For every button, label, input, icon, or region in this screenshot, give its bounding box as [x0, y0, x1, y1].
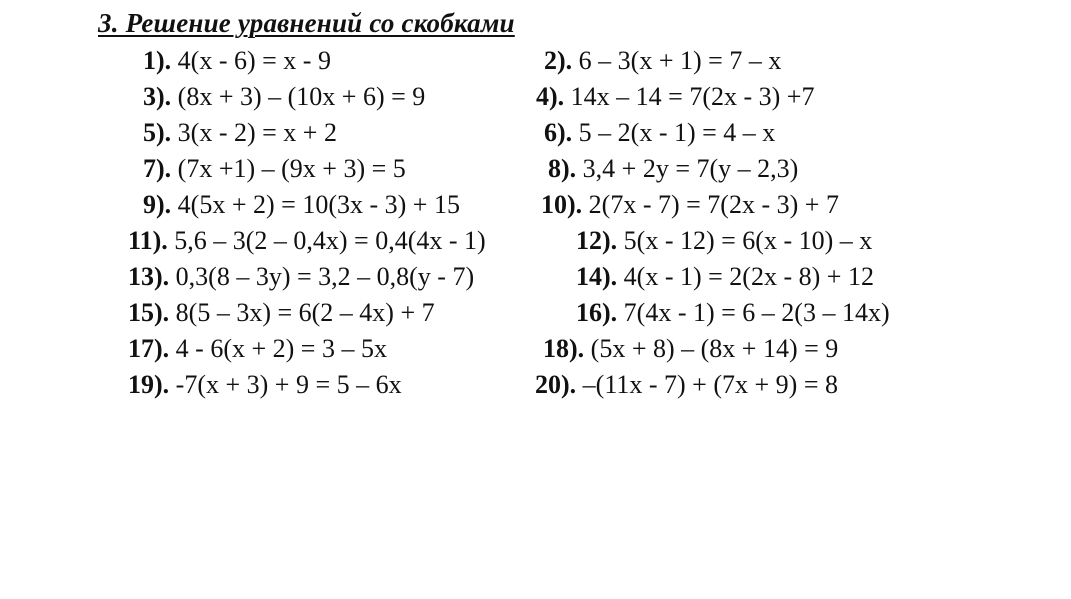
- equation-2: [544, 46, 781, 76]
- equation-number: 4).: [536, 82, 565, 111]
- equation-expression: 0,3(8 – 3y) = 3,2 – 0,8(y - 7): [169, 262, 475, 291]
- equation-expression: (5x + 8) – (8x + 14) = 9: [584, 334, 839, 363]
- equation-number: 18).: [543, 334, 585, 363]
- equation-number: 19).: [128, 370, 170, 399]
- equation-13: [128, 262, 474, 292]
- equation-number: 11).: [128, 226, 168, 255]
- page-title: 3. Решение уравнений со скобками: [98, 8, 515, 38]
- equation-number: 3).: [143, 82, 172, 111]
- equation-number: 14).: [576, 262, 618, 291]
- equation-18: [543, 334, 838, 364]
- equation-1: [143, 46, 331, 76]
- equation-17: [128, 334, 387, 364]
- equation-number: 20).: [535, 370, 577, 399]
- equation-expression: 8(5 – 3x) = 6(2 – 4x) + 7: [169, 298, 435, 327]
- equation-expression: (8x + 3) – (10x + 6) = 9: [171, 82, 426, 111]
- equation-11: [128, 226, 486, 256]
- equation-expression: –(11x - 7) + (7x + 9) = 8: [576, 370, 838, 399]
- equation-16: [576, 298, 890, 328]
- equation-8: [548, 154, 798, 184]
- equation-expression: 5(x - 12) = 6(x - 10) – x: [617, 226, 873, 255]
- equation-expression: 7(4x - 1) = 6 – 2(3 – 14x): [617, 298, 890, 327]
- equation-number: 17).: [128, 334, 170, 363]
- equation-number: 15).: [128, 298, 170, 327]
- equation-number: 16).: [576, 298, 618, 327]
- equation-expression: 2(7x - 7) = 7(2x - 3) + 7: [582, 190, 839, 219]
- equation-6: [544, 118, 775, 148]
- equation-number: 10).: [541, 190, 583, 219]
- equation-number: 8).: [548, 154, 577, 183]
- equation-number: 1).: [143, 46, 172, 75]
- equation-14: [576, 262, 874, 292]
- equation-expression: 3(x - 2) = x + 2: [171, 118, 337, 147]
- equation-15: [128, 298, 435, 328]
- equation-9: [143, 190, 460, 220]
- equation-3: [143, 82, 425, 112]
- equation-expression: 4(x - 1) = 2(2x - 8) + 12: [617, 262, 874, 291]
- equation-expression: (7x +1) – (9x + 3) = 5: [171, 154, 406, 183]
- equation-10: [541, 190, 839, 220]
- equation-expression: 3,4 + 2y = 7(y – 2,3): [576, 154, 799, 183]
- equation-number: 9).: [143, 190, 172, 219]
- equation-number: 2).: [544, 46, 573, 75]
- equation-expression: 4(x - 6) = x - 9: [171, 46, 331, 75]
- equation-expression: 5 – 2(x - 1) = 4 – x: [572, 118, 776, 147]
- equation-20: [535, 370, 838, 400]
- equation-number: 5).: [143, 118, 172, 147]
- equation-19: [128, 370, 402, 400]
- equation-expression: 14x – 14 = 7(2x - 3) +7: [564, 82, 815, 111]
- equation-expression: 4 - 6(x + 2) = 3 – 5x: [169, 334, 387, 363]
- equation-12: [576, 226, 872, 256]
- equation-expression: 5,6 – 3(2 – 0,4x) = 0,4(4x - 1): [167, 226, 486, 255]
- equation-expression: 4(5x + 2) = 10(3x - 3) + 15: [171, 190, 460, 219]
- equation-5: [143, 118, 337, 148]
- equation-expression: 6 – 3(x + 1) = 7 – x: [572, 46, 782, 75]
- equation-number: 6).: [544, 118, 573, 147]
- equation-4: [536, 82, 814, 112]
- equation-7: [143, 154, 406, 184]
- equation-number: 13).: [128, 262, 170, 291]
- equation-number: 7).: [143, 154, 172, 183]
- equation-expression: -7(x + 3) + 9 = 5 – 6x: [169, 370, 402, 399]
- equation-number: 12).: [576, 226, 618, 255]
